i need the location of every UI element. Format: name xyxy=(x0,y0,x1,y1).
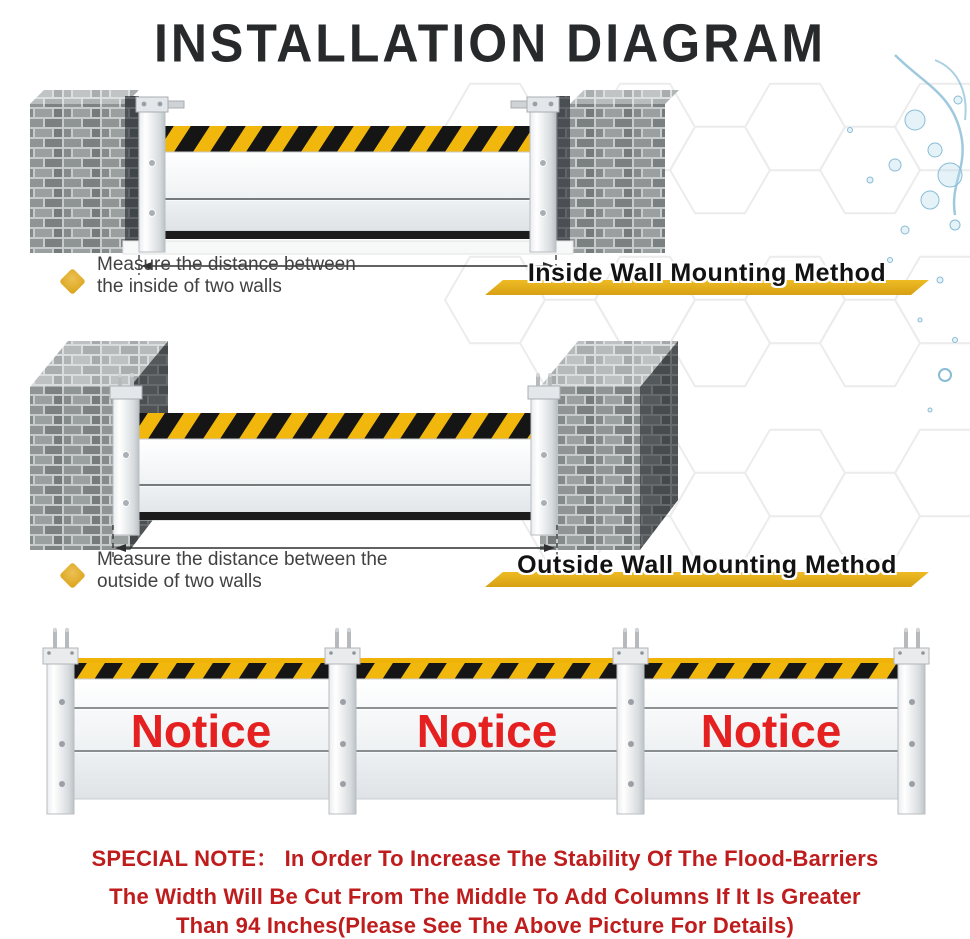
inside-mounting-diagram xyxy=(25,78,685,278)
hazard-stripe xyxy=(139,413,531,439)
caption-line: outside of two walls xyxy=(97,571,262,592)
barrier-post xyxy=(325,628,360,814)
flood-barrier xyxy=(110,373,560,535)
brick-pillar-left xyxy=(30,90,139,253)
outside-measure-caption xyxy=(97,549,387,593)
special-note-line-1: SPECIAL NOTE： In Order To Increase The Stability Of The Flood-Barriers xyxy=(91,846,879,871)
caption-line: Measure the distance between xyxy=(97,254,356,275)
caption-line: Measure the distance between the xyxy=(97,549,388,570)
special-note-line-2: The Width Will Be Cut From The Middle To Add Columns If It Is Greater xyxy=(109,884,861,909)
barrier-post xyxy=(43,628,78,814)
special-note-line-3: Than 94 Inches(Please See The Above Picture For Details) xyxy=(175,913,795,938)
barrier-preview xyxy=(30,612,940,822)
page-title: INSTALLATION DIAGRAM xyxy=(154,12,826,74)
inside-measure-caption xyxy=(97,254,356,298)
notice-label: Notice xyxy=(700,705,842,757)
notice-label: Notice xyxy=(130,705,272,757)
hazard-stripe xyxy=(165,126,530,152)
barrier-post xyxy=(613,628,648,814)
banner-outside-mounting-label: Outside Wall Mounting Method xyxy=(517,551,897,579)
barrier-post xyxy=(894,628,929,814)
flood-barrier xyxy=(123,97,573,254)
barrier-post-right xyxy=(528,373,560,535)
hazard-stripe xyxy=(47,663,925,679)
brick-pillar-right xyxy=(556,90,679,253)
barrier-post-left xyxy=(110,373,142,535)
banner-inside-mounting-label: Inside Wall Mounting Method xyxy=(527,259,887,287)
caption-line: the inside of two walls xyxy=(97,276,282,297)
outside-mounting-diagram xyxy=(25,325,685,570)
brick-pillar-right xyxy=(540,341,678,550)
notice-label: Notice xyxy=(416,705,558,757)
